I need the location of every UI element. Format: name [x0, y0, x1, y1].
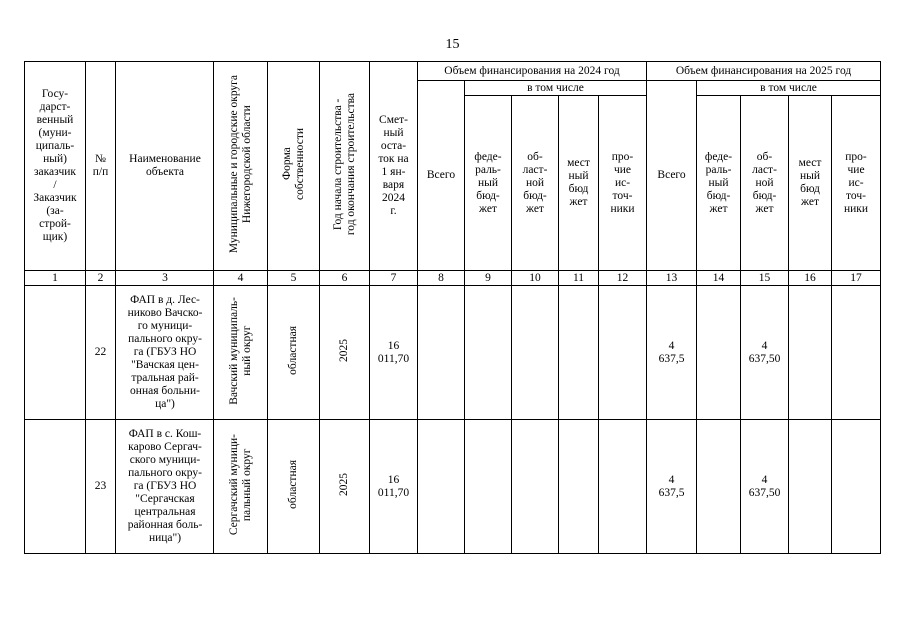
header-customer: Госу- дарст- венный (муни- ципаль- ный) заказчик / Заказчик (за- строй- щик)	[25, 62, 86, 271]
row-regional-2025: 4 637,50	[741, 286, 789, 420]
header-regional-2024: об- ласт- ной бюд- жет	[512, 96, 559, 271]
row-regional-2024	[512, 420, 559, 554]
row-district-cell	[214, 420, 268, 554]
header-federal-2025: феде- раль- ный бюд- жет	[697, 96, 741, 271]
row-num: 22	[86, 286, 116, 420]
header-fin-2024: Объем финансирования на 2024 год	[418, 62, 647, 81]
row-total-2024	[418, 286, 465, 420]
row-regional-2025: 4 637,50	[741, 420, 789, 554]
header-regional-2025: об- ласт- ной бюд- жет	[741, 96, 789, 271]
row-other-2024	[599, 286, 647, 420]
col-number: 15	[741, 271, 789, 286]
row-federal-2024	[465, 286, 512, 420]
row-federal-2025	[697, 286, 741, 420]
col-number: 9	[465, 271, 512, 286]
row-customer	[25, 420, 86, 554]
header-other-2025: про- чие ис- точ- ники	[832, 96, 881, 271]
row-customer	[25, 286, 86, 420]
header-federal-2024: феде- раль- ный бюд- жет	[465, 96, 512, 271]
row-years: 2025	[338, 473, 350, 496]
col-number: 4	[214, 271, 268, 286]
col-number: 17	[832, 271, 881, 286]
row-local-2025	[789, 420, 832, 554]
col-number: 10	[512, 271, 559, 286]
row-years-cell	[320, 286, 370, 420]
col-number: 8	[418, 271, 465, 286]
table-row	[25, 420, 881, 554]
col-number: 11	[559, 271, 599, 286]
row-ownership-cell	[268, 420, 320, 554]
row-local-2024	[559, 286, 599, 420]
col-number: 5	[268, 271, 320, 286]
page-number: 15	[445, 37, 460, 52]
header-num: № п/п	[86, 62, 116, 271]
header-incl-2025: в том числе	[697, 81, 881, 96]
row-federal-2025	[697, 420, 741, 554]
header-total-2024: Всего	[418, 81, 465, 271]
row-district-cell	[214, 286, 268, 420]
row-total-2025: 4 637,5	[647, 420, 697, 554]
row-district: Вачский муниципаль- ный округ	[227, 296, 253, 405]
col-number: 6	[320, 271, 370, 286]
header-ownership: Форма собственности	[280, 128, 306, 200]
row-years: 2025	[338, 339, 350, 362]
header-other-2024: про- чие ис- точ- ники	[599, 96, 647, 271]
row-total-2024	[418, 420, 465, 554]
row-regional-2024	[512, 286, 559, 420]
header-district-cell	[214, 62, 268, 271]
row-other-2024	[599, 420, 647, 554]
header-total-2025: Всего	[647, 81, 697, 271]
row-ownership: областная	[287, 460, 299, 509]
row-name: ФАП в с. Кош- карово Сергач- ского муници- пального окру- га (ГБУЗ НО "Сергачская центральная районная боль- ница")	[116, 420, 214, 554]
row-local-2024	[559, 420, 599, 554]
row-years-cell	[320, 420, 370, 554]
col-number: 12	[599, 271, 647, 286]
header-local-2024: мест ный бюд жет	[559, 96, 599, 271]
row-ownership: областная	[287, 326, 299, 375]
row-other-2025	[832, 420, 881, 554]
row-federal-2024	[465, 420, 512, 554]
header-name: Наименование объекта	[116, 62, 214, 271]
row-other-2025	[832, 286, 881, 420]
col-number: 16	[789, 271, 832, 286]
table-row	[25, 286, 881, 420]
col-number: 13	[647, 271, 697, 286]
col-number: 1	[25, 271, 86, 286]
row-num: 23	[86, 420, 116, 554]
header-row-1	[25, 62, 881, 81]
row-district: Сергачский муници- пальный округ	[227, 433, 253, 536]
col-number: 2	[86, 271, 116, 286]
col-number: 14	[697, 271, 741, 286]
row-local-2025	[789, 286, 832, 420]
header-years: Год начала строительства - год окончания строительства	[331, 92, 357, 236]
header-fin-2025: Объем финансирования на 2025 год	[647, 62, 881, 81]
row-name: ФАП в д. Лес- никово Вачско- го муници- пального окру- га (ГБУЗ НО "Вачская цен- тральная рай- онная больни- ца")	[116, 286, 214, 420]
col-number: 3	[116, 271, 214, 286]
header-district: Муниципальные и городские округа Нижегородской области	[227, 74, 253, 254]
row-balance: 16 011,70	[370, 420, 418, 554]
row-total-2025: 4 637,5	[647, 286, 697, 420]
header-ownership-cell	[268, 62, 320, 271]
header-balance: Смет- ный оста- ток на 1 ян- варя 2024 г.	[370, 62, 418, 271]
row-ownership-cell	[268, 286, 320, 420]
col-number: 7	[370, 271, 418, 286]
row-balance: 16 011,70	[370, 286, 418, 420]
column-number-row	[25, 271, 881, 286]
header-years-cell	[320, 62, 370, 271]
financing-table	[24, 61, 881, 554]
header-local-2025: мест ный бюд жет	[789, 96, 832, 271]
header-incl-2024: в том числе	[465, 81, 647, 96]
